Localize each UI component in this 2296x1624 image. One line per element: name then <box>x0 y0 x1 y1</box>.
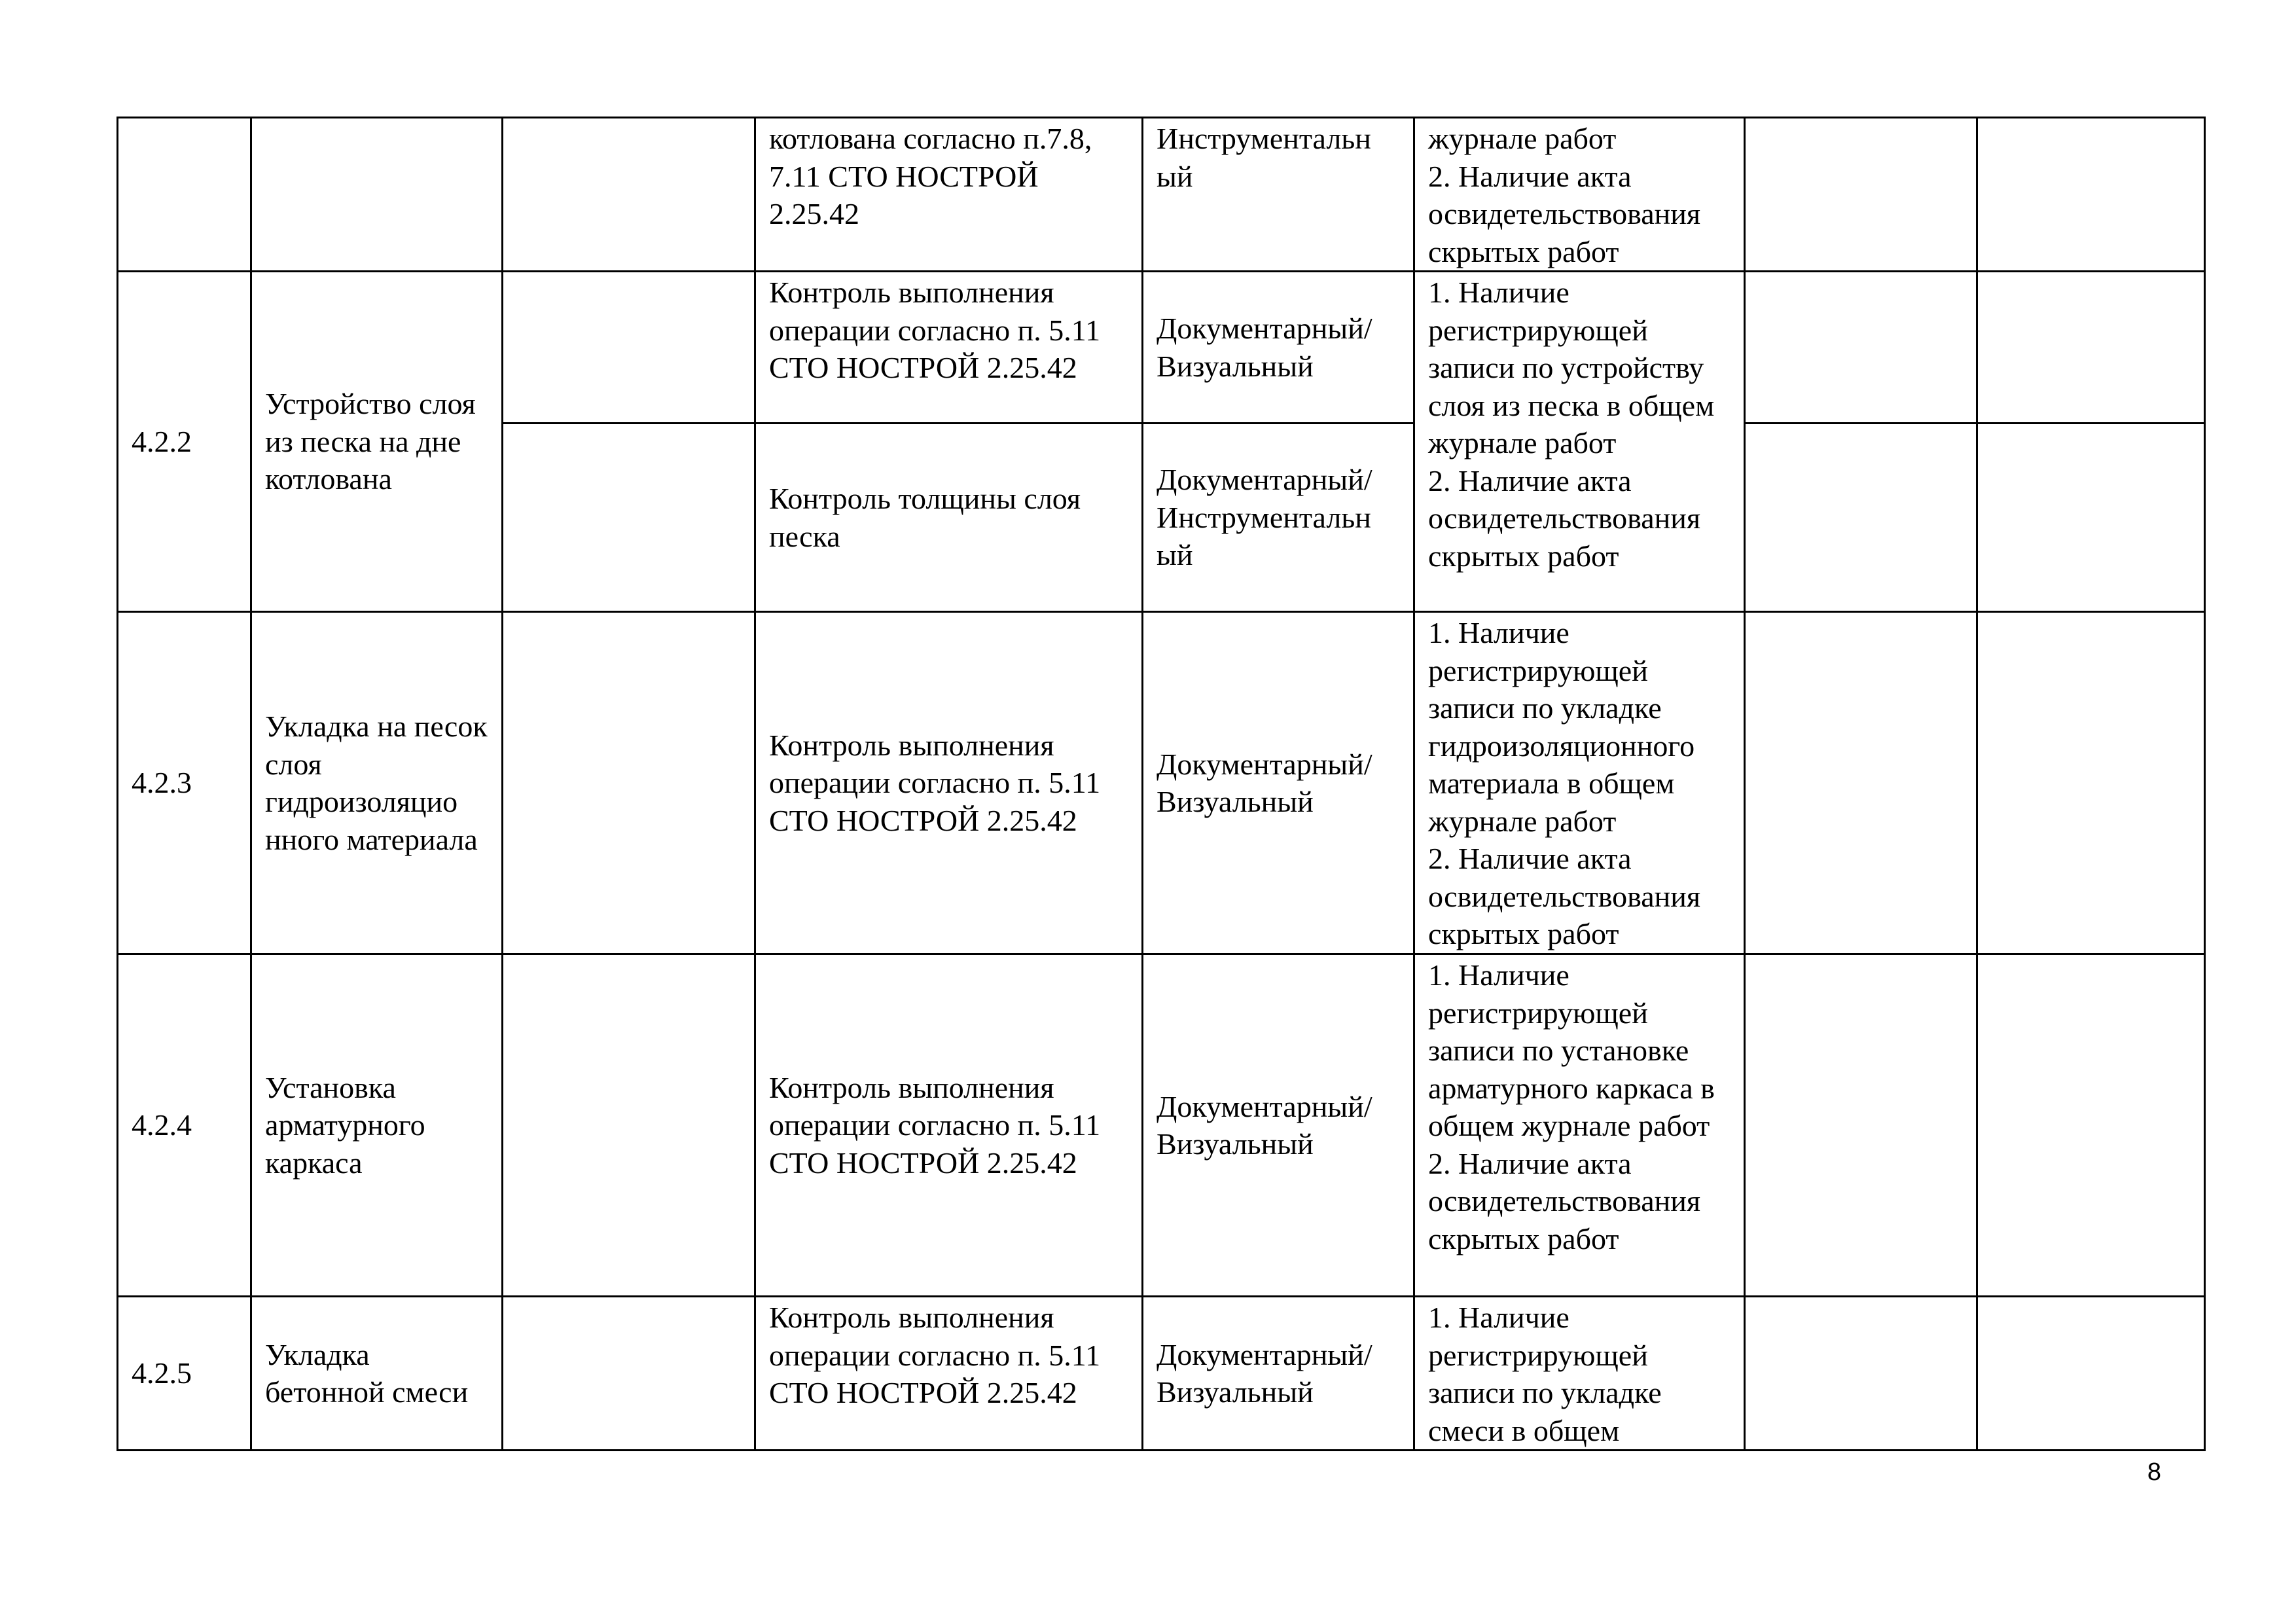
table-row <box>118 1297 2205 1451</box>
cell-col8 <box>1977 272 2205 424</box>
cell-col8 <box>1977 118 2205 272</box>
page-number: 8 <box>2147 1458 2161 1486</box>
cell-number: 4.2.3 <box>118 612 251 954</box>
cell-col8 <box>1977 1297 2205 1451</box>
cell-col3 <box>503 272 755 424</box>
cell-number <box>118 118 251 272</box>
cell-number: 4.2.2 <box>118 272 251 612</box>
cell-col7 <box>1745 272 1977 424</box>
cell-col8 <box>1977 612 2205 954</box>
cell-col7 <box>1745 954 1977 1297</box>
cell-documentation: 1. Наличие регистрирующей записи по укладке гидроизоляционного материала в общем журнале работ 2. Наличие акта освидетельствования скрытых работ <box>1414 612 1745 954</box>
cell-control: Контроль выполнения операции согласно п. 5.11 СТО НОСТРОЙ 2.25.42 <box>755 612 1143 954</box>
cell-stage: Укладка бетонной смеси <box>251 1297 503 1451</box>
cell-stage: Укладка на песок слоя гидроизоляцио нного материала <box>251 612 503 954</box>
inspection-table <box>117 117 2206 1451</box>
cell-control: котлована согласно п.7.8, 7.11 СТО НОСТРОЙ 2.25.42 <box>755 118 1143 272</box>
cell-stage: Устройство слоя из песка на дне котлована <box>251 272 503 612</box>
cell-number: 4.2.4 <box>118 954 251 1297</box>
cell-method: Документарный/ Визуальный <box>1143 1297 1414 1451</box>
cell-method: Документарный/ Инструментальн ый <box>1143 424 1414 612</box>
cell-method: Инструментальн ый <box>1143 118 1414 272</box>
cell-col7 <box>1745 118 1977 272</box>
table-row <box>118 954 2205 1297</box>
cell-documentation: журнале работ 2. Наличие акта освидетельствования скрытых работ <box>1414 118 1745 272</box>
table-row <box>118 612 2205 954</box>
cell-documentation: 1. Наличие регистрирующей записи по установке арматурного каркаса в общем журнале работ 2. Наличие акта освидетельствования скрытых работ <box>1414 954 1745 1297</box>
cell-stage <box>251 118 503 272</box>
cell-col8 <box>1977 954 2205 1297</box>
cell-col3 <box>503 1297 755 1451</box>
table-row <box>118 118 2205 272</box>
cell-documentation: 1. Наличие регистрирующей записи по устройству слоя из песка в общем журнале работ 2. Наличие акта освидетельствования скрытых работ <box>1414 272 1745 612</box>
cell-col3 <box>503 118 755 272</box>
cell-control: Контроль выполнения операции согласно п. 5.11 СТО НОСТРОЙ 2.25.42 <box>755 954 1143 1297</box>
cell-method: Документарный/ Визуальный <box>1143 612 1414 954</box>
cell-control: Контроль выполнения операции согласно п. 5.11 СТО НОСТРОЙ 2.25.42 <box>755 1297 1143 1451</box>
table-row <box>118 272 2205 424</box>
cell-col8 <box>1977 424 2205 612</box>
cell-documentation: 1. Наличие регистрирующей записи по укладке смеси в общем <box>1414 1297 1745 1451</box>
cell-method: Документарный/ Визуальный <box>1143 272 1414 424</box>
cell-col3 <box>503 424 755 612</box>
cell-control: Контроль выполнения операции согласно п. 5.11 СТО НОСТРОЙ 2.25.42 <box>755 272 1143 424</box>
cell-col7 <box>1745 612 1977 954</box>
cell-number: 4.2.5 <box>118 1297 251 1451</box>
cell-control: Контроль толщины слоя песка <box>755 424 1143 612</box>
cell-col7 <box>1745 1297 1977 1451</box>
cell-col3 <box>503 954 755 1297</box>
cell-col3 <box>503 612 755 954</box>
cell-stage: Установка арматурного каркаса <box>251 954 503 1297</box>
cell-col7 <box>1745 424 1977 612</box>
cell-method: Документарный/ Визуальный <box>1143 954 1414 1297</box>
